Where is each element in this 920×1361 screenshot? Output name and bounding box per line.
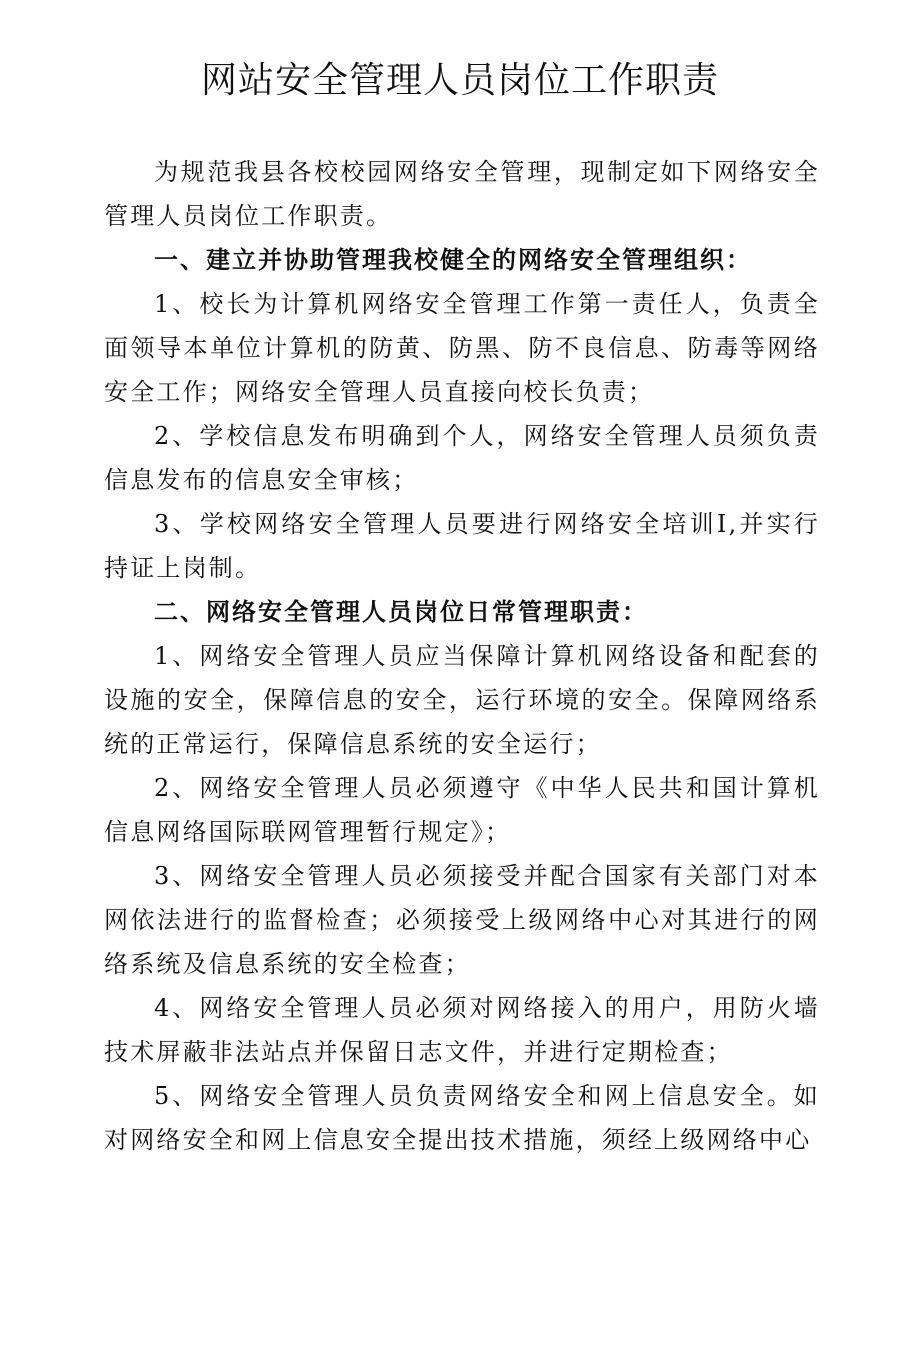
section-1-item-2: 2、学校信息发布明确到个人，网络安全管理人员须负责信息发布的信息安全审核； bbox=[104, 422, 820, 494]
document-body bbox=[104, 150, 820, 1162]
section-2-item-4: 4、网络安全管理人员必须对网络接入的用户，用防火墙技术屏蔽非法站点并保留日志文件，并进行定期检查； bbox=[104, 994, 820, 1066]
section-2-item-2: 2、网络安全管理人员必须遵守《中华人民共和国计算机信息网络国际联网管理暂行规定》； bbox=[104, 774, 820, 846]
section-1-item-3: 3、学校网络安全管理人员要进行网络安全培训I,并实行持证上岗制。 bbox=[104, 510, 820, 582]
document-title: 网站安全管理人员岗位工作职责 bbox=[200, 60, 719, 101]
section-1-item-1: 1、校长为计算机网络安全管理工作第一责任人，负责全面领导本单位计算机的防黄、防黑、防不良信息、防毒等网络安全工作；网络安全管理人员直接向校长负责； bbox=[104, 290, 820, 406]
section-2-item-5: 5、网络安全管理人员负责网络安全和网上信息安全。如对网络安全和网上信息安全提出技术措施，须经上级网络中心 bbox=[104, 1082, 820, 1154]
section-heading-2: 二、网络安全管理人员岗位日常管理职责： bbox=[154, 597, 648, 626]
section-heading-1: 一、建立并协助管理我校健全的网络安全管理组织： bbox=[154, 245, 752, 274]
intro-paragraph: 为规范我县各校校园网络安全管理，现制定如下网络安全管理人员岗位工作职责。 bbox=[104, 158, 820, 230]
section-2-item-3: 3、网络安全管理人员必须接受并配合国家有关部门对本网依法进行的监督检查；必须接受上级网络中心对其进行的网络系统及信息系统的安全检查； bbox=[104, 862, 820, 978]
section-2-item-1: 1、网络安全管理人员应当保障计算机网络设备和配套的设施的安全，保障信息的安全，运行环境的安全。保障网络系统的正常运行，保障信息系统的安全运行； bbox=[104, 642, 820, 758]
